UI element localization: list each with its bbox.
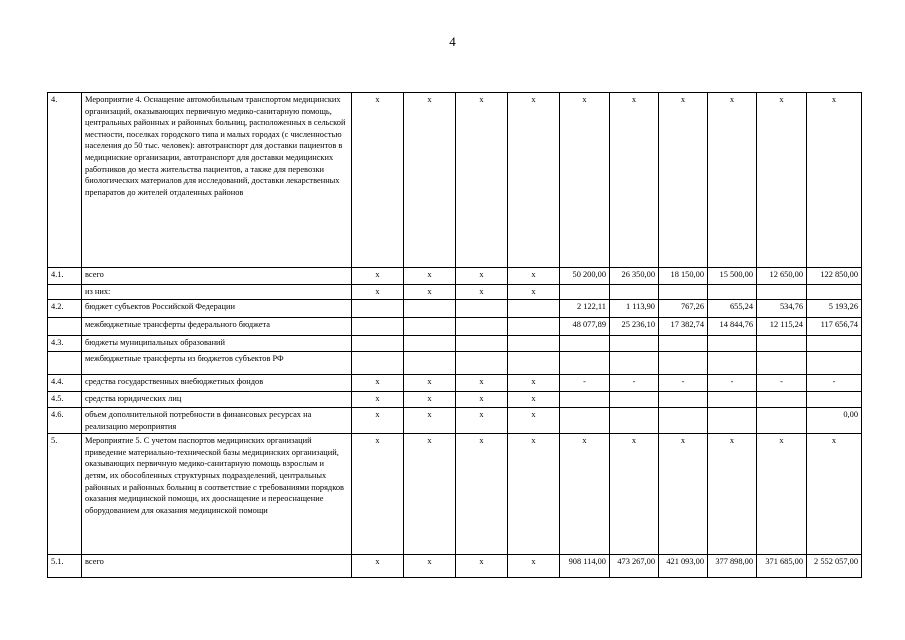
flag-cell (456, 352, 508, 375)
flag-cell: х (456, 93, 508, 268)
amount-cell: 122 850,00 (807, 268, 862, 285)
amount-cell (757, 336, 807, 352)
amount-cell: 12 115,24 (757, 318, 807, 336)
flag-cell (352, 352, 404, 375)
table-row (48, 268, 862, 285)
amount-cell (560, 352, 610, 375)
table-row (48, 318, 862, 336)
amount-cell: 50 200,00 (560, 268, 610, 285)
row-name-cell: межбюджетные трансферты федерального бюджета (82, 318, 352, 336)
flag-cell: х (456, 268, 508, 285)
amount-cell: 908 114,00 (560, 555, 610, 578)
flag-cell: х (352, 375, 404, 392)
amount-cell (708, 336, 757, 352)
amount-cell: 117 656,74 (807, 318, 862, 336)
table-row (48, 300, 862, 318)
flag-cell: х (352, 93, 404, 268)
flag-cell (456, 318, 508, 336)
flag-cell: х (508, 268, 560, 285)
flag-cell: х (508, 375, 560, 392)
flag-cell: х (456, 408, 508, 434)
amount-cell: 377 898,00 (708, 555, 757, 578)
table-row (48, 375, 862, 392)
amount-cell (807, 336, 862, 352)
flag-cell: х (508, 408, 560, 434)
row-name-cell: межбюджетные трансферты из бюджетов субъектов РФ (82, 352, 352, 375)
amount-cell (659, 392, 708, 408)
row-number-cell: 4.6. (48, 408, 82, 434)
amount-cell (708, 408, 757, 434)
flag-cell (508, 300, 560, 318)
row-name-cell: средства государственных внебюджетных фондов (82, 375, 352, 392)
flag-cell: х (352, 268, 404, 285)
amount-cell: - (560, 375, 610, 392)
flag-cell (456, 300, 508, 318)
amount-cell (708, 352, 757, 375)
amount-cell (659, 352, 708, 375)
flag-cell (404, 336, 456, 352)
amount-cell: - (659, 375, 708, 392)
amount-cell: х (807, 434, 862, 555)
flag-cell: х (456, 555, 508, 578)
amount-cell: 2 552 057,00 (807, 555, 862, 578)
flag-cell: х (352, 408, 404, 434)
amount-cell: х (659, 93, 708, 268)
flag-cell (508, 352, 560, 375)
amount-cell: х (807, 93, 862, 268)
amount-cell: - (757, 375, 807, 392)
amount-cell (610, 336, 659, 352)
row-name-cell: средства юридических лиц (82, 392, 352, 408)
amount-cell (610, 285, 659, 300)
amount-cell: х (708, 93, 757, 268)
amount-cell: 421 093,00 (659, 555, 708, 578)
table-row (48, 352, 862, 375)
flag-cell (352, 300, 404, 318)
flag-cell (508, 318, 560, 336)
row-number-cell (48, 352, 82, 375)
flag-cell (404, 318, 456, 336)
amount-cell: 473 267,00 (610, 555, 659, 578)
row-name-cell: бюджеты муниципальных образований (82, 336, 352, 352)
flag-cell: х (404, 392, 456, 408)
table-row (48, 408, 862, 434)
flag-cell (508, 336, 560, 352)
row-number-cell: 4.2. (48, 300, 82, 318)
flag-cell: х (456, 375, 508, 392)
amount-cell: 12 650,00 (757, 268, 807, 285)
flag-cell (456, 336, 508, 352)
flag-cell: х (352, 285, 404, 300)
flag-cell: х (404, 434, 456, 555)
flag-cell: х (352, 555, 404, 578)
row-name-cell: бюджет субъектов Российской Федерации (82, 300, 352, 318)
flag-cell: х (404, 268, 456, 285)
amount-cell: 655,24 (708, 300, 757, 318)
amount-cell (807, 285, 862, 300)
amount-cell: х (610, 434, 659, 555)
row-number-cell (48, 318, 82, 336)
amount-cell: 17 382,74 (659, 318, 708, 336)
amount-cell (560, 408, 610, 434)
amount-cell (560, 285, 610, 300)
table-row (48, 93, 862, 268)
amount-cell: х (560, 93, 610, 268)
amount-cell: 15 500,00 (708, 268, 757, 285)
amount-cell (708, 392, 757, 408)
row-number-cell: 4.5. (48, 392, 82, 408)
flag-cell: х (456, 434, 508, 555)
amount-cell (560, 336, 610, 352)
amount-cell: х (560, 434, 610, 555)
flag-cell: х (508, 555, 560, 578)
amount-cell: 371 685,00 (757, 555, 807, 578)
row-number-cell: 4. (48, 93, 82, 268)
amount-cell: 767,26 (659, 300, 708, 318)
flag-cell: х (404, 93, 456, 268)
row-number-cell (48, 285, 82, 300)
row-name-cell: всего (82, 555, 352, 578)
amount-cell (610, 392, 659, 408)
row-number-cell: 4.1. (48, 268, 82, 285)
amount-cell: 25 236,10 (610, 318, 659, 336)
flag-cell: х (404, 375, 456, 392)
table-row (48, 285, 862, 300)
amount-cell: х (757, 93, 807, 268)
flag-cell: х (352, 392, 404, 408)
amount-cell: х (610, 93, 659, 268)
amount-cell (659, 336, 708, 352)
row-number-cell: 4.3. (48, 336, 82, 352)
amount-cell: - (610, 375, 659, 392)
amount-cell: х (757, 434, 807, 555)
amount-cell (757, 352, 807, 375)
table-row (48, 392, 862, 408)
row-name-cell: всего (82, 268, 352, 285)
amount-cell (757, 392, 807, 408)
flag-cell: х (352, 434, 404, 555)
row-name-cell: Мероприятие 5. С учетом паспортов медицинских организаций приведение материально-технической базы медицинских организаций, оказывающих первичную медико-санитарную помощь взрослым и детям, их обособленных структурных подразделений, центральных районных и районных больниц в соответствие с требованиями порядков оказания медицинской помощи, их дооснащение и переоснащение оборудованием для оказания медицинской помощи (82, 434, 352, 555)
amount-cell: 18 150,00 (659, 268, 708, 285)
table-row (48, 555, 862, 578)
amount-cell: 534,76 (757, 300, 807, 318)
amount-cell (708, 285, 757, 300)
amount-cell (807, 352, 862, 375)
table-row (48, 434, 862, 555)
amount-cell (659, 408, 708, 434)
flag-cell: х (508, 392, 560, 408)
flag-cell (352, 318, 404, 336)
amount-cell: 14 844,76 (708, 318, 757, 336)
amount-cell: 0,00 (807, 408, 862, 434)
row-number-cell: 5.1. (48, 555, 82, 578)
flag-cell: х (456, 285, 508, 300)
amount-cell (757, 408, 807, 434)
flag-cell (404, 352, 456, 375)
flag-cell: х (508, 285, 560, 300)
flag-cell (352, 336, 404, 352)
amount-cell (807, 392, 862, 408)
amount-cell: 26 350,00 (610, 268, 659, 285)
flag-cell: х (508, 93, 560, 268)
amount-cell: - (708, 375, 757, 392)
amount-cell: х (659, 434, 708, 555)
amount-cell (610, 408, 659, 434)
amount-cell: х (708, 434, 757, 555)
flag-cell: х (404, 555, 456, 578)
page-number: 4 (449, 34, 456, 49)
budget-table (47, 92, 862, 578)
table-row (48, 336, 862, 352)
flag-cell: х (404, 408, 456, 434)
row-number-cell: 4.4. (48, 375, 82, 392)
flag-cell: х (508, 434, 560, 555)
amount-cell: 48 077,89 (560, 318, 610, 336)
amount-cell: 2 122,11 (560, 300, 610, 318)
row-name-cell: объем дополнительной потребности в финансовых ресурсах на реализацию мероприятия (82, 408, 352, 434)
row-name-cell: Мероприятие 4. Оснащение автомобильным транспортом медицинских организаций, оказывающих первичную медико-санитарную помощь, центральных районных и районных больниц, расположенных в сельской местности, поселках городского типа и малых городах (с численностью населения до 50 тыс. человек): автотранспорт для доставки пациентов в медицинские организации, автотранспорт для доставки медицинских работников до места жительства пациентов, а также для перевозки биологических материалов для исследований, доставки лекарственных препаратов до жителей отдаленных районов (82, 93, 352, 268)
amount-cell (659, 285, 708, 300)
amount-cell: - (807, 375, 862, 392)
amount-cell (610, 352, 659, 375)
amount-cell (757, 285, 807, 300)
flag-cell: х (404, 285, 456, 300)
amount-cell: 5 193,26 (807, 300, 862, 318)
flag-cell (404, 300, 456, 318)
amount-cell (560, 392, 610, 408)
row-name-cell: из них: (82, 285, 352, 300)
amount-cell: 1 113,90 (610, 300, 659, 318)
row-number-cell: 5. (48, 434, 82, 555)
flag-cell: х (456, 392, 508, 408)
